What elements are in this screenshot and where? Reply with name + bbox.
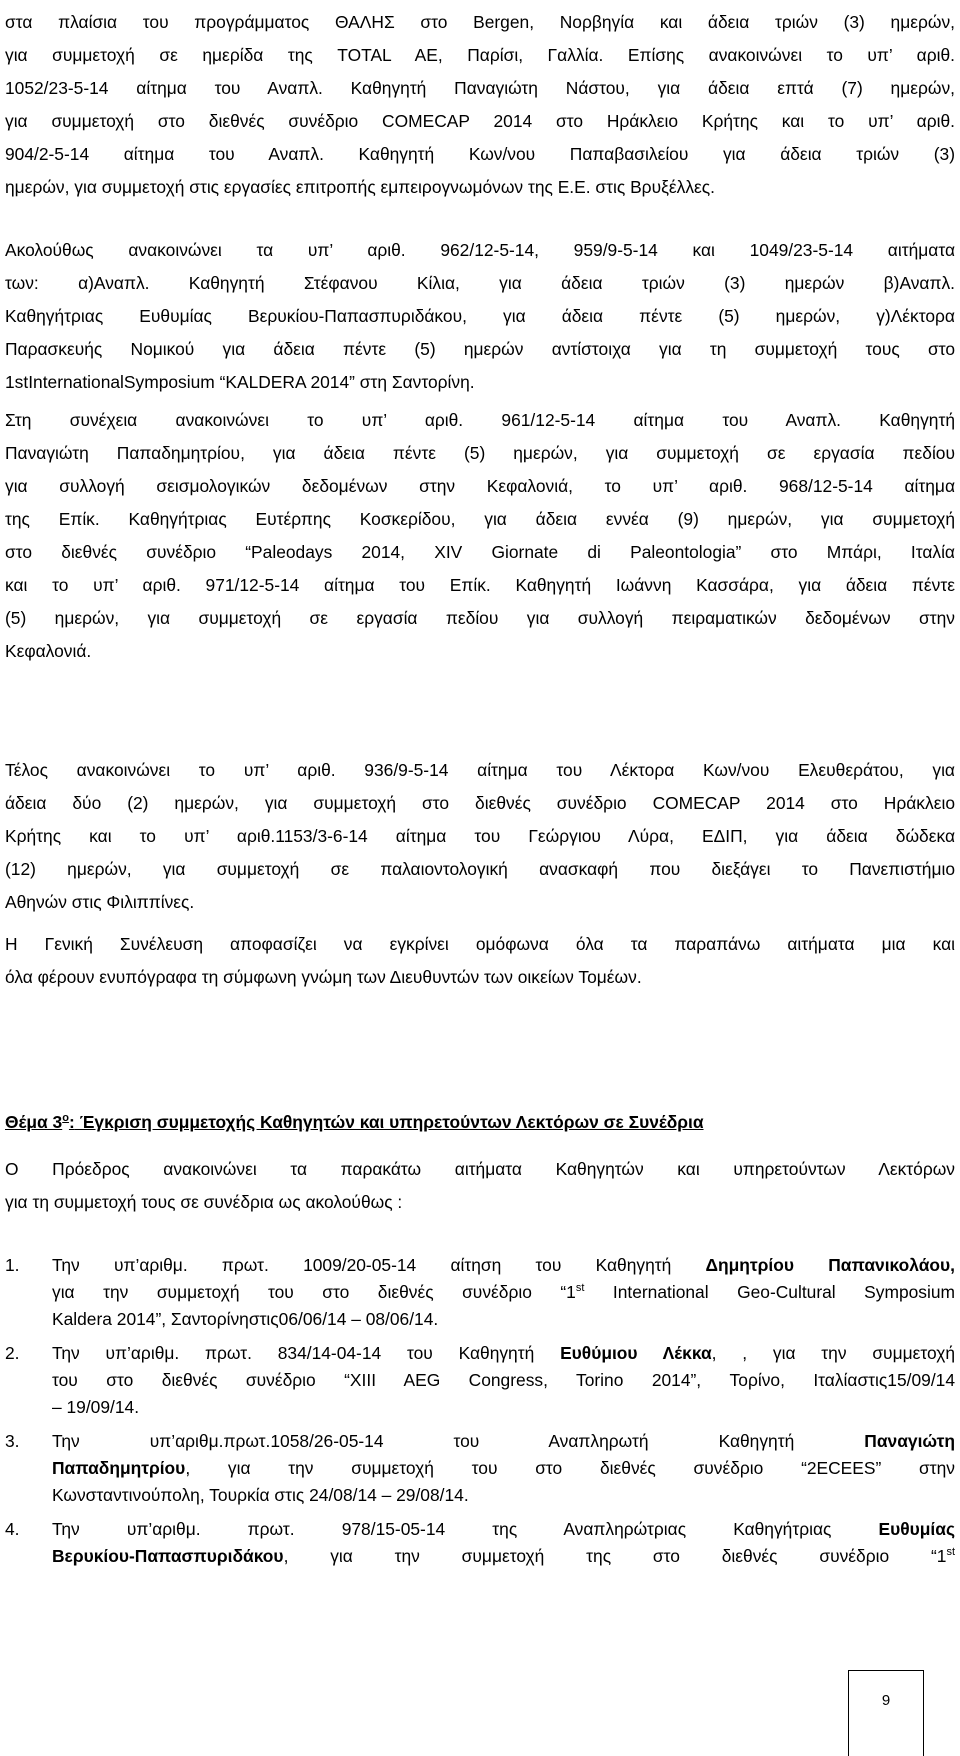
item-text: International Geo-Cultural Symposium xyxy=(584,1282,955,1302)
paragraph-1 xyxy=(5,6,955,204)
item-line xyxy=(52,1428,955,1455)
list-item xyxy=(5,1428,955,1509)
paragraph-5 xyxy=(5,928,955,994)
item-text: Την υπ’αριθμ. πρωτ. 978/15-05-14 της Αναπληρώτριας Καθηγήτριας xyxy=(52,1519,879,1539)
item-line xyxy=(52,1543,955,1570)
text-line: των: α)Αναπλ. Καθηγητή Στέφανου Κίλια, για άδεια τριών (3) ημερών β)Αναπλ. xyxy=(5,273,955,293)
text-line: ημερών, για συμμετοχή στις εργασίες επιτροπής εμπειρογνωμόνων της Ε.Ε. στις Βρυξέλλες. xyxy=(5,177,715,197)
item-text: , για την συμμετοχή του στο διεθνές συνέδριο “2ECEES” στην xyxy=(185,1458,955,1478)
text-line: Ακολούθως ανακοινώνει τα υπ’ αριθ. 962/12-5-14, 959/9-5-14 και 1049/23-5-14 αιτήματα xyxy=(5,240,955,260)
request-list xyxy=(5,1252,955,1577)
item-line: – 19/09/14. xyxy=(52,1397,140,1417)
list-item xyxy=(5,1252,955,1333)
text-line: Κρήτης και το υπ’ αριθ.1153/3-6-14 αίτημα του Γεώργιου Λύρα, ΕΔΙΠ, για άδεια δώδεκα xyxy=(5,826,955,846)
text-line: 1052/23-5-14 αίτημα του Αναπλ. Καθηγητή Παναγιώτη Νάστου, για άδεια επτά (7) ημερών, xyxy=(5,78,955,98)
item-line: Kaldera 2014”, Σαντορίνηστις06/06/14 – 08/06/14. xyxy=(52,1309,439,1329)
item-name-bold: Βερυκίου-Παπασπυριδάκου xyxy=(52,1546,284,1566)
heading-title: Έγκριση συμμετοχής Καθηγητών και υπηρετούντων Λεκτόρων σε Συνέδρια xyxy=(74,1112,704,1132)
item-name-bold: Ευθυμίας xyxy=(878,1519,955,1539)
item-superscript: st xyxy=(946,1546,955,1559)
text-line: Στη συνέχεια ανακοινώνει το υπ’ αριθ. 961/12-5-14 αίτημα του Αναπλ. Καθηγητή xyxy=(5,410,955,430)
text-line: Κεφαλονιά. xyxy=(5,641,92,661)
item-line xyxy=(52,1455,955,1482)
page-number-box xyxy=(848,1670,924,1756)
item-superscript: st xyxy=(575,1282,585,1295)
text-line: (12) ημερών, για συμμετοχή σε παλαιοντολογική ανασκαφή που διεξάγει το Πανεπιστήμιο xyxy=(5,859,955,879)
intro-paragraph xyxy=(5,1153,955,1219)
paragraph-4 xyxy=(5,754,955,919)
list-item xyxy=(5,1340,955,1421)
item-line: Κωνσταντινούπολη, Τουρκία στις 24/08/14 – 29/08/14. xyxy=(52,1485,469,1505)
paragraph-2 xyxy=(5,234,955,399)
item-text: Την υπ’αριθμ. πρωτ. 834/14-04-14 του Καθηγητή xyxy=(52,1343,561,1363)
item-number: 3. xyxy=(5,1431,20,1451)
text-line: για τη συμμετοχή τους σε συνέδρια ως ακολούθως : xyxy=(5,1192,403,1212)
text-line: 1stInternationalSymposium “KALDERA 2014” στη Σαντορίνη. xyxy=(5,372,475,392)
item-line: του στο διεθνές συνέδριο “XIII AEG Congress, Torino 2014”, Τορίνο, Ιταλίαστις15/09/14 xyxy=(52,1370,955,1390)
item-number: 2. xyxy=(5,1343,20,1363)
section-heading xyxy=(5,1106,955,1139)
text-line: για συλλογή σεισμολογικών δεδομένων στην Κεφαλονιά, το υπ’ αριθ. 968/12-5-14 αίτημα xyxy=(5,476,955,496)
text-line: Παναγιώτη Παπαδημητρίου, για άδεια πέντε (5) ημερών, για συμμετοχή σε εργασία πεδίου xyxy=(5,443,955,463)
text-line: όλα φέρουν ενυπόγραφα τη σύμφωνη γνώμη των Διευθυντών των οικείων Τομέων. xyxy=(5,967,642,987)
text-line: και το υπ’ αριθ. 971/12-5-14 αίτημα του Επίκ. Καθηγητή Ιωάννη Κασσάρα, για άδεια πέντε xyxy=(5,575,955,595)
item-line xyxy=(52,1340,955,1367)
text-line: Αθηνών στις Φιλιππίνες. xyxy=(5,892,195,912)
heading-superscript: ο xyxy=(62,1112,69,1125)
text-line: για συμμετοχή στο διεθνές συνέδριο COMECAP 2014 στο Ηράκλειο Κρήτης και το υπ’ αριθ. xyxy=(5,111,955,131)
text-line: στο διεθνές συνέδριο “Paleodays 2014, XIV Giornate di Paleontologia” στο Μπάρι, Ιταλία xyxy=(5,542,955,562)
list-item xyxy=(5,1516,955,1570)
page-number: 9 xyxy=(881,1692,891,1709)
text-line: Η Γενική Συνέλευση αποφασίζει να εγκρίνει ομόφωνα όλα τα παραπάνω αιτήματα μια και xyxy=(5,934,955,954)
item-text: , , για την συμμετοχή xyxy=(711,1343,955,1363)
item-line xyxy=(52,1252,955,1279)
item-line xyxy=(52,1279,955,1306)
text-line: Παρασκευής Νομικού για άδεια πέντε (5) ημερών αντίστοιχα για τη συμμετοχή τους στο xyxy=(5,339,955,359)
item-name-bold: Παπαδημητρίου xyxy=(52,1458,186,1478)
heading-prefix: Θέμα 3 xyxy=(5,1112,63,1132)
item-text: , για την συμμετοχή της στο διεθνές συνέδριο “1 xyxy=(283,1546,947,1566)
item-text: Την υπ’αριθμ. πρωτ. 1009/20-05-14 αίτηση του Καθηγητή xyxy=(52,1255,706,1275)
item-name-bold: Παναγιώτη xyxy=(864,1431,955,1451)
item-text: Την υπ’αριθμ.πρωτ.1058/26-05-14 του Αναπληρωτή Καθηγητή xyxy=(52,1431,865,1451)
item-number: 4. xyxy=(5,1519,20,1539)
text-line: στα πλαίσια του προγράμματος ΘΑΛΗΣ στο Bergen, Νορβηγία και άδεια τριών (3) ημερών, xyxy=(5,12,955,32)
text-line: 904/2-5-14 αίτημα του Αναπλ. Καθηγητή Κων/νου Παπαβασιλείου για άδεια τριών (3) xyxy=(5,144,955,164)
text-line: Ο Πρόεδρος ανακοινώνει τα παρακάτω αιτήματα Καθηγητών και υπηρετούντων Λεκτόρων xyxy=(5,1159,955,1179)
item-name-bold: Δημητρίου Παπανικολάου, xyxy=(705,1255,955,1275)
text-line: της Επίκ. Καθηγήτριας Ευτέρπης Κοσκερίδου, για άδεια εννέα (9) ημερών, για συμμετοχή xyxy=(5,509,955,529)
text-line: Καθηγήτριας Ευθυμίας Βερυκίου-Παπασπυριδάκου, για άδεια πέντε (5) ημερών, γ)Λέκτορα xyxy=(5,306,955,326)
item-line xyxy=(52,1516,955,1543)
text-line: για συμμετοχή σε ημερίδα της TOTAL AE, Παρίσι, Γαλλία. Επίσης ανακοινώνει το υπ’ αριθ. xyxy=(5,45,955,65)
item-number: 1. xyxy=(5,1255,20,1275)
text-line: άδεια δύο (2) ημερών, για συμμετοχή στο διεθνές συνέδριο COMECAP 2014 στο Ηράκλειο xyxy=(5,793,955,813)
item-text: για την συμμετοχή του στο διεθνές συνέδριο “1 xyxy=(52,1282,576,1302)
text-line: (5) ημερών, για συμμετοχή σε εργασία πεδίου για συλλογή πειραματικών δεδομένων στην xyxy=(5,608,955,628)
paragraph-3 xyxy=(5,404,955,668)
heading-colon: : xyxy=(68,1112,75,1132)
text-line: Τέλος ανακοινώνει το υπ’ αριθ. 936/9-5-14 αίτημα του Λέκτορα Κων/νου Ελευθεράτου, για xyxy=(5,760,955,780)
item-name-bold: Ευθύμιου Λέκκα xyxy=(560,1343,712,1363)
